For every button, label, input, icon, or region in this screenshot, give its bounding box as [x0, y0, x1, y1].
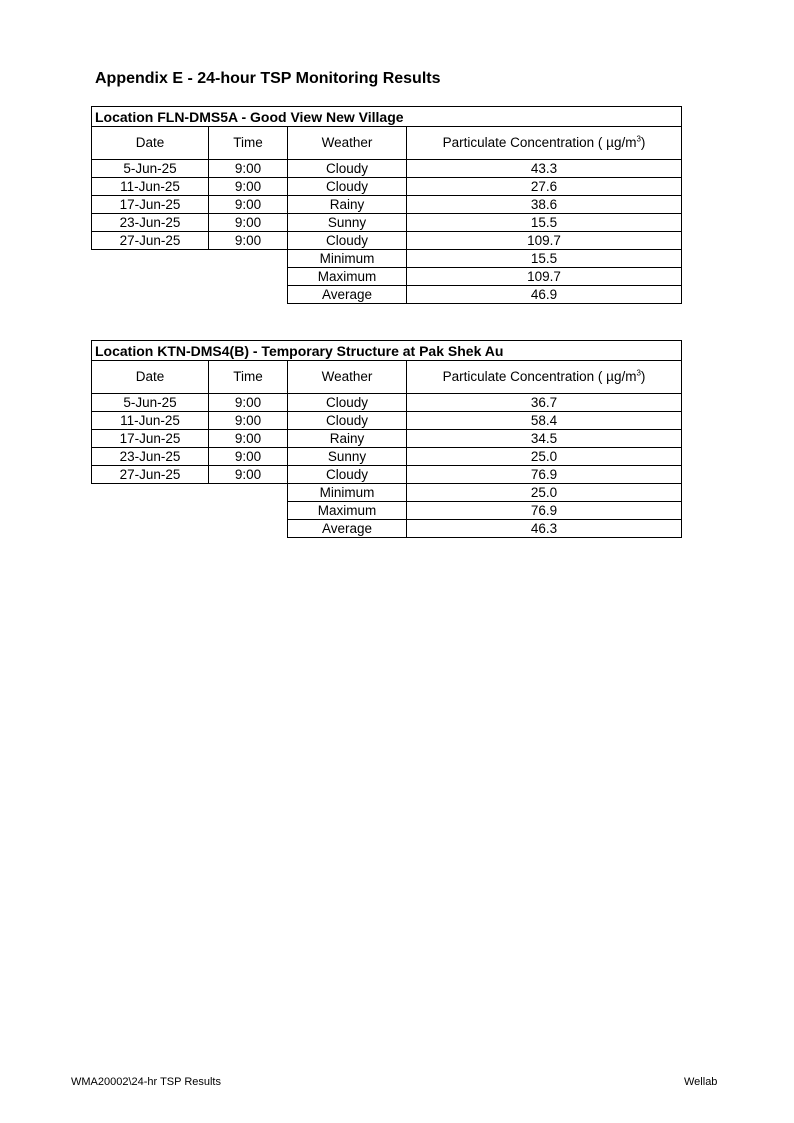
concentration-cell: 15.5: [407, 214, 682, 232]
date-cell: 17-Jun-25: [92, 430, 209, 448]
weather-cell: Cloudy: [288, 160, 407, 178]
date-cell: 17-Jun-25: [92, 196, 209, 214]
concentration-cell: 25.0: [407, 448, 682, 466]
weather-cell: Cloudy: [288, 232, 407, 250]
weather-header: Weather: [288, 361, 407, 394]
table-row: [92, 160, 682, 178]
time-cell: 9:00: [209, 160, 288, 178]
weather-header: Weather: [288, 127, 407, 160]
concentration-cell: 43.3: [407, 160, 682, 178]
stat-label: Minimum: [288, 484, 407, 502]
stat-value: 25.0: [407, 484, 682, 502]
stat-label: Average: [288, 286, 407, 304]
weather-cell: Rainy: [288, 196, 407, 214]
date-cell: 5-Jun-25: [92, 160, 209, 178]
table-row: [92, 178, 682, 196]
time-cell: 9:00: [209, 394, 288, 412]
stat-row: [92, 286, 682, 304]
header-row: [92, 127, 682, 160]
time-cell: 9:00: [209, 196, 288, 214]
date-header: Date: [92, 127, 209, 160]
concentration-cell: 27.6: [407, 178, 682, 196]
page-title: Appendix E - 24-hour TSP Monitoring Results: [95, 70, 441, 87]
concentration-cell: 76.9: [407, 466, 682, 484]
header-row: [92, 361, 682, 394]
concentration-cell: 109.7: [407, 232, 682, 250]
date-cell: 27-Jun-25: [92, 232, 209, 250]
table-row: [92, 214, 682, 232]
table-row: [92, 394, 682, 412]
stat-value: 76.9: [407, 502, 682, 520]
location-title: Location FLN-DMS5A - Good View New Village: [92, 107, 682, 127]
stat-row: [92, 502, 682, 520]
results-table-1: [91, 106, 682, 304]
date-cell: 11-Jun-25: [92, 178, 209, 196]
weather-cell: Sunny: [288, 448, 407, 466]
concentration-cell: 34.5: [407, 430, 682, 448]
date-cell: 11-Jun-25: [92, 412, 209, 430]
time-header: Time: [209, 361, 288, 394]
time-cell: 9:00: [209, 178, 288, 196]
date-cell: 27-Jun-25: [92, 466, 209, 484]
time-header: Time: [209, 127, 288, 160]
weather-cell: Cloudy: [288, 394, 407, 412]
time-cell: 9:00: [209, 430, 288, 448]
weather-cell: Cloudy: [288, 466, 407, 484]
date-header: Date: [92, 361, 209, 394]
time-cell: 9:00: [209, 214, 288, 232]
concentration-cell: 38.6: [407, 196, 682, 214]
stat-row: [92, 250, 682, 268]
table-row: [92, 412, 682, 430]
concentration-header: Particulate Concentration ( $\mu g/m^3$): [407, 127, 682, 160]
stat-row: [92, 520, 682, 538]
results-table-2: [91, 340, 682, 538]
footer-company: Wellab: [684, 1076, 718, 1088]
table-row: [92, 196, 682, 214]
time-cell: 9:00: [209, 448, 288, 466]
weather-cell: Cloudy: [288, 412, 407, 430]
time-cell: 9:00: [209, 466, 288, 484]
stat-value: 15.5: [407, 250, 682, 268]
weather-cell: Sunny: [288, 214, 407, 232]
stat-label: Minimum: [288, 250, 407, 268]
stat-value: 46.9: [407, 286, 682, 304]
table-row: [92, 430, 682, 448]
concentration-header: Particulate Concentration ( $\mu g/m^3$): [407, 361, 682, 394]
stat-value: 109.7: [407, 268, 682, 286]
time-cell: 9:00: [209, 412, 288, 430]
concentration-cell: 36.7: [407, 394, 682, 412]
stat-label: Average: [288, 520, 407, 538]
table-row: [92, 232, 682, 250]
time-cell: 9:00: [209, 232, 288, 250]
date-cell: 5-Jun-25: [92, 394, 209, 412]
footer-file-path: WMA20002\24-hr TSP Results: [71, 1076, 221, 1088]
weather-cell: Cloudy: [288, 178, 407, 196]
stat-row: [92, 484, 682, 502]
weather-cell: Rainy: [288, 430, 407, 448]
table-row: [92, 466, 682, 484]
date-cell: 23-Jun-25: [92, 214, 209, 232]
stat-row: [92, 268, 682, 286]
stat-label: Maximum: [288, 268, 407, 286]
location-title: Location KTN-DMS4(B) - Temporary Structure at Pak Shek Au: [92, 341, 682, 361]
concentration-cell: 58.4: [407, 412, 682, 430]
stat-label: Maximum: [288, 502, 407, 520]
stat-value: 46.3: [407, 520, 682, 538]
table-row: [92, 448, 682, 466]
date-cell: 23-Jun-25: [92, 448, 209, 466]
